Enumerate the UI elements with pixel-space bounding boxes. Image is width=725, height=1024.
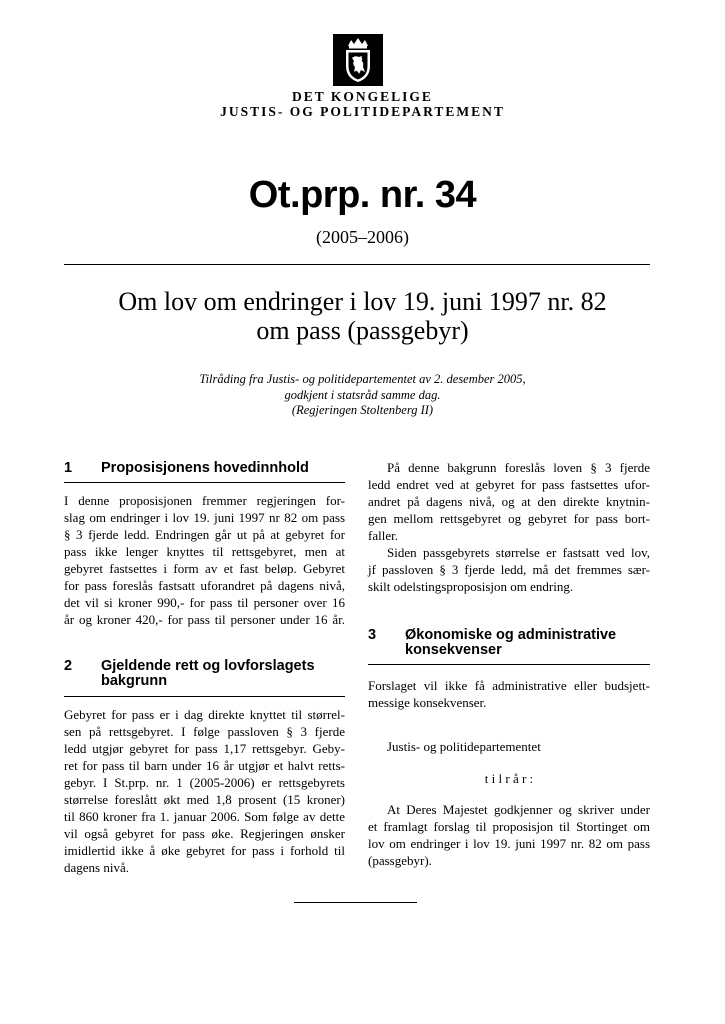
section-number: 1 bbox=[64, 460, 73, 476]
text-line: (passgebyr). bbox=[368, 853, 432, 868]
document-years: (2005–2006) bbox=[316, 227, 409, 247]
text-line: skilt odelstingsproposisjon om endring. bbox=[368, 579, 574, 594]
section-title-line2: bakgrunn bbox=[101, 673, 168, 689]
text-line: Siden passgebyrets størrelse er fastsatt ved lov, bbox=[387, 545, 650, 560]
document-title: Ot.prp. nr. 34 bbox=[248, 174, 477, 216]
section-3-heading bbox=[368, 627, 650, 661]
text-line: slag om endringer i lov 19. juni 1997 nr 82 om pass bbox=[64, 510, 345, 525]
section-title-line1: Gjeldende rett og lovforslagets bbox=[101, 658, 315, 674]
section-2-continuation bbox=[368, 459, 650, 595]
recommendation-note-line1: Tilråding fra Justis- og politidepartementet av 2. desember 2005, bbox=[199, 372, 526, 386]
section-1-body bbox=[64, 492, 345, 628]
title-divider bbox=[64, 264, 650, 265]
closing-recommends: t i l r å r : bbox=[484, 771, 534, 786]
text-line: størrelse foreslått økt med 1,8 prosent (15 kroner) bbox=[64, 792, 345, 807]
recommendation-note-line2: godkjent i statsråd samme dag. bbox=[284, 388, 441, 402]
text-line: imidlertid ikke å øke gebyret for pass i forhold til bbox=[64, 843, 345, 858]
text-line: ledd endret ved at gebyret for pass fastsettes ufor- bbox=[368, 477, 650, 492]
closing-department: Justis- og politidepartementet bbox=[387, 739, 541, 754]
text-line: gebyret fastsettes i form av et fast beløp. Gebyret bbox=[64, 561, 345, 576]
section-1-heading bbox=[64, 460, 345, 478]
section-title-line2: konsekvenser bbox=[405, 642, 502, 658]
text-line: I denne proposisjonen fremmer regjeringen for- bbox=[64, 493, 345, 508]
text-line: det vil si kroner 990,- for pass til personer over 16 bbox=[64, 595, 345, 610]
text-line: vil også gebyret for pass øke. Regjeringen ønsker bbox=[64, 826, 345, 841]
text-line: pass ikke lenger knyttes til rettsgebyret, men at bbox=[64, 544, 345, 559]
subject-line2: om pass (passgebyr) bbox=[256, 316, 469, 345]
text-line: andret på dagens nivå, og at den direkte knytnin- bbox=[368, 494, 650, 509]
text-line: § 3 fjerde ledd. Endringen går ut på at gebyret for bbox=[64, 527, 345, 542]
section-number: 3 bbox=[368, 627, 377, 643]
text-line: Gebyret for pass er i dag direkte knyttet til størrel- bbox=[64, 707, 345, 722]
section-1-rule bbox=[64, 482, 345, 483]
text-line: gebyr. I St.prp. nr. 1 (2005-2006) er rettsgebyrets bbox=[64, 775, 345, 790]
coat-of-arms-icon bbox=[333, 34, 383, 86]
text-line: Forslaget vil ikke få administrative eller budsjett- bbox=[368, 678, 650, 693]
text-line: et framlagt forslag til proposisjon til Stortinget om bbox=[368, 819, 650, 834]
subject-line1: Om lov om endringer i lov 19. juni 1997 nr. 82 bbox=[118, 287, 607, 316]
ministry-name-line2: JUSTIS- OG POLITIDEPARTEMENT bbox=[220, 104, 505, 119]
text-line: jf passloven § 3 fjerde ledd, må det fremmes sær- bbox=[368, 562, 650, 577]
text-line: år og kroner 420,- for pass til personer under 16 år. bbox=[64, 612, 345, 627]
text-line: til 860 kroner fra 1. januar 2006. Som følge av dette bbox=[64, 809, 345, 824]
text-line: lov om endringer i lov 19. juni 1997 nr. 82 om pass bbox=[368, 836, 650, 851]
recommendation-note-line3: (Regjeringen Stoltenberg II) bbox=[291, 403, 434, 417]
text-line: for pass foreslås fastsatt uforandret på dagens nivå, bbox=[64, 578, 345, 593]
text-line: ret for pass til barn under 16 år utgjør et halvt retts- bbox=[64, 758, 345, 773]
text-line: gen mellom rettsgebyret og gebyret for pass bort- bbox=[368, 511, 650, 526]
text-line: På denne bakgrunn foreslås loven § 3 fjerde bbox=[387, 460, 650, 475]
text-line: messige konsekvenser. bbox=[368, 695, 487, 710]
section-number: 2 bbox=[64, 658, 73, 674]
closing-body bbox=[368, 801, 650, 869]
text-line: ledd utgjør gebyret for pass 1,17 rettsgebyr. Geby- bbox=[64, 741, 345, 756]
section-3-rule bbox=[368, 664, 650, 665]
text-line: sen på rettsgebyret. I følge passloven § 3 fjerde bbox=[64, 724, 345, 739]
text-line: At Deres Majestet godkjenner og skriver under bbox=[387, 802, 650, 817]
section-title: Proposisjonens hovedinnhold bbox=[101, 460, 309, 476]
section-2-heading bbox=[64, 658, 345, 692]
section-2-rule bbox=[64, 696, 345, 697]
section-3-body bbox=[368, 677, 650, 711]
closing-divider bbox=[294, 902, 417, 903]
text-line: dagens nivå. bbox=[64, 860, 129, 875]
ministry-name-line1: DET KONGELIGE bbox=[292, 89, 433, 104]
text-line: faller. bbox=[368, 528, 398, 543]
section-title-line1: Økonomiske og administrative bbox=[405, 627, 617, 643]
section-2-body bbox=[64, 706, 345, 876]
